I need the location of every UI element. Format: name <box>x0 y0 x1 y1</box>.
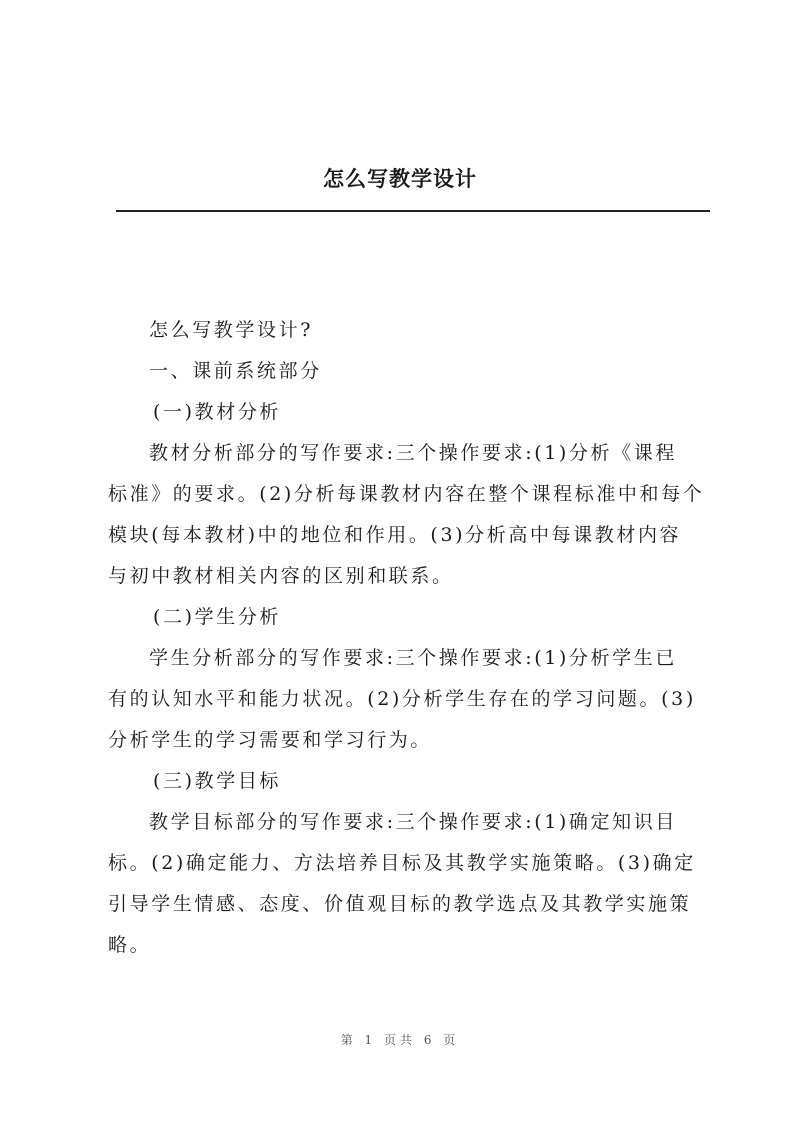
paragraph-line: 与初中教材相关内容的区别和联系。 <box>108 565 454 587</box>
subsection-heading-teaching-goals: (三)教学目标 <box>153 770 282 792</box>
document-body <box>108 310 708 966</box>
page-footer: 第 1 页共 6 页 <box>340 1033 460 1047</box>
paragraph-line: 模块(每本教材)中的地位和作用。(3)分析高中每课教材内容 <box>108 524 682 546</box>
paragraph-line: 引导学生情感、态度、价值观目标的教学选点及其教学实施策 <box>108 893 692 915</box>
section-heading-1: 一、课前系统部分 <box>149 360 322 382</box>
question-heading: 怎么写教学设计? <box>149 319 313 341</box>
subsection-heading-student-analysis: (二)学生分析 <box>153 606 282 628</box>
paragraph-line: 教材分析部分的写作要求:三个操作要求:(1)分析《课程 <box>149 442 677 464</box>
subsection-heading-textbook-analysis: (一)教材分析 <box>153 401 282 423</box>
page-title: 怎么写教学设计 <box>323 166 477 191</box>
paragraph-line: 教学目标部分的写作要求:三个操作要求:(1)确定知识目 <box>149 811 677 833</box>
paragraph-line: 略。 <box>108 934 152 956</box>
paragraph-line: 学生分析部分的写作要求:三个操作要求:(1)分析学生已 <box>149 647 677 669</box>
paragraph-line: 分析学生的学习需要和学习行为。 <box>108 729 433 751</box>
paragraph-line: 标准》的要求。(2)分析每课教材内容在整个课程标准中和每个 <box>108 483 705 505</box>
paragraph-line: 标。(2)确定能力、方法培养目标及其教学实施策略。(3)确定 <box>108 852 696 874</box>
title-underline <box>116 210 710 212</box>
paragraph-line: 有的认知水平和能力状况。(2)分析学生存在的学习问题。(3) <box>108 688 696 710</box>
